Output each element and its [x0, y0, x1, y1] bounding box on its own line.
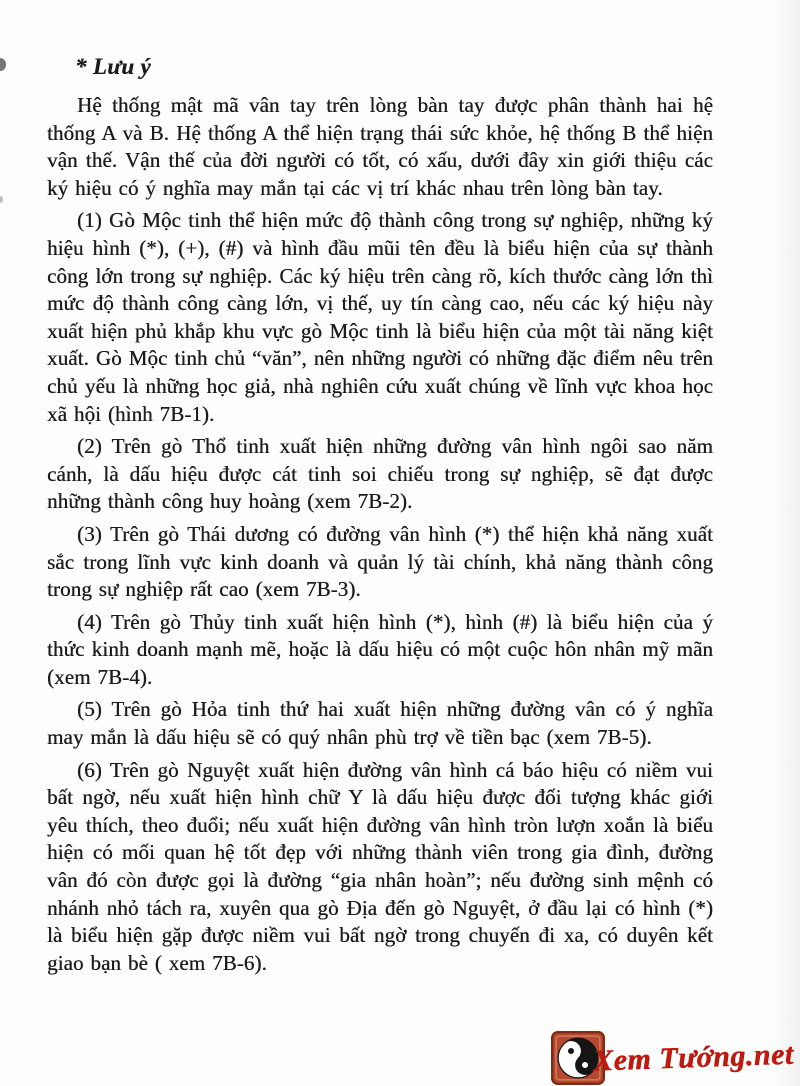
scan-artifact [0, 58, 6, 71]
paragraph-2: (2) Trên gò Thổ tinh xuất hiện những đường vân hình ngôi sao năm cánh, là dấu hiệu được cát tinh soi chiếu trong sự nghiệp, sẽ đạt được những thành công huy hoàng (xem 7B-2). [47, 434, 713, 514]
paragraph-6: (6) Trên gò Nguyệt xuất hiện đường vân hình cá báo hiệu có niềm vui bất ngờ, nếu xuất hiện hình chữ Y là dấu hiệu được đối tượng khác giới yêu thích, theo đuổi; nếu xuất hiện đường vân hình tròn lượn xoắn là biểu hiện có mối quan hệ tốt đẹp với những thành viên trong gia đình, đường vân đó còn được gọi là đường “gia nhân hoàn”; nếu đường sinh mệnh có nhánh nhỏ tách ra, xuyên qua gò Địa đến gò Nguyệt, ở đầu lại có hình (*) là biểu hiện gặp được niềm vui bất ngờ trong chuyến đi xa, có duyên kết giao bạn bè ( xem 7B-6). [47, 757, 713, 975]
xemtuong-watermark [551, 1030, 794, 1086]
note-heading: * Lưu ý [75, 54, 151, 79]
paragraph-5: (5) Trên gò Hỏa tinh thứ hai xuất hiện những đường vân có ý nghĩa may mắn là dấu hiệu sẽ có quý nhân phù trợ về tiền bạc (xem 7B-5). [47, 697, 713, 750]
paragraph-3: (3) Trên gò Thái dương có đường vân hình (*) thể hiện khả năng xuất sắc trong lĩnh vực kinh doanh và quản lý tài chính, khả năng thành công trong sự nghiệp rất cao (xem 7B-3). [47, 521, 713, 602]
paragraph-4: (4) Trên gò Thủy tinh xuất hiện hình (*), hình (#) là biểu hiện của ý thức kinh doanh mạnh mẽ, hoặc là dấu hiệu có một cuộc hôn nhân mỹ mãn (xem 7B-4). [47, 609, 713, 689]
text-block [47, 54, 713, 982]
scan-artifact [0, 196, 3, 203]
watermark-site-name: Xem Tướng.net [592, 1037, 795, 1078]
paragraph-1: (1) Gò Mộc tinh thể hiện mức độ thành công trong sự nghiệp, những ký hiệu hình (*), (+), (#) và hình đầu mũi tên đều là biểu hiện của sự thành công lớn trong sự nghiệp. Các ký hiệu trên càng rõ, kích thước càng lớn thì mức độ thành công càng lớn, vị thế, uy tín càng cao, nếu các ký hiệu này xuất hiện phủ khắp khu vực gò Mộc tinh là biểu hiện của một tài năng kiệt xuất. Gò Mộc tinh chủ “văn”, nên những người có những đặc điểm nêu trên chủ yếu là những học giả, nhà nghiên cứu xuất chúng về lĩnh vực khoa học xã hội (hình 7B-1). [47, 208, 713, 426]
intro-paragraph: Hệ thống mật mã vân tay trên lòng bàn tay được phân thành hai hệ thống A và B. Hệ thống A thể hiện trạng thái sức khỏe, hệ thống B thể hiện vận thế. Vận thế của đời người có tốt, có xấu, dưới đây xin giới thiệu các ký hiệu có ý nghĩa may mắn tại các vị trí khác nhau trên lòng bàn tay. [47, 93, 713, 200]
